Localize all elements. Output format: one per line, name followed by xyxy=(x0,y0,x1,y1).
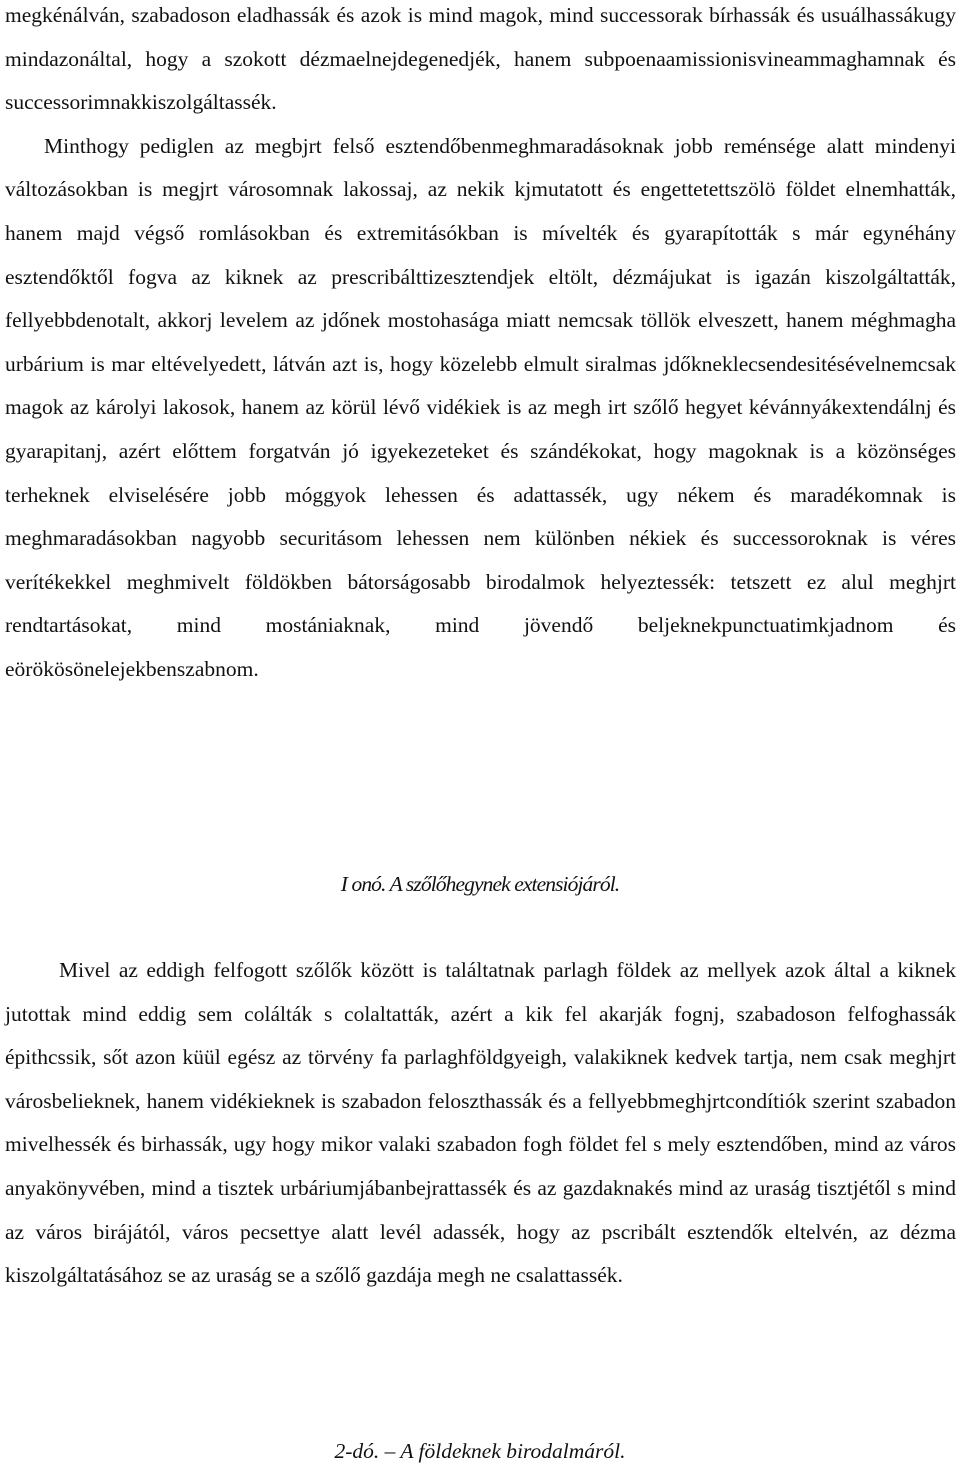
body-text-top xyxy=(5,0,956,692)
body-text-section-1 xyxy=(5,949,956,1298)
section-heading-2: 2-dó. – A földeknek birodalmáról. xyxy=(334,1439,626,1463)
section-heading-1: I onó. A szőlőhegynek extensiójáról. xyxy=(340,872,620,896)
paragraph-mivel: Mivel az eddigh felfogott szőlők között is találtatnak parlagh földek az mellyek azok által a kiknek jutottak mind eddig sem colálták s colaltatták, azért a kik fel akarják fognj, szabadoson felfoghassák épithcssik, sőt azon küül egész az törvény fa parlaghföldgyeigh, valakiknek kedvek tartja, nem csak meghjrt városbelieknek, hanem vidékieknek is szabadon feloszthassák és a fellyebbmeghjrtcondítiók szerint szabadon mivelhessék és birhassák, ugy hogy mikor valaki szabadon fogh földet fel s mely esztendőben, mind az város anyakönyvében, mind a tisztek urbáriumjábanbejrattassék és az gazdaknakés mind az uraság tisztjétől s mind az város birájától, város pecsettye alatt levél adassék, hogy az pscribált esztendők eltelvén, az dézma kiszolgáltatásához se az uraság se a szőlő gazdája megh ne csalattassék. xyxy=(5,958,956,1288)
paragraph-continued: megkénálván, szabadoson eladhassák és azok is mind magok, mind successorak bírhassák és usuálhassákugy mindazonáltal, hogy a szokott dézmaelnejdegenedjék, hanem subpoenaamissionisvineammaghamnak és successorimnakkiszolgáltassék. xyxy=(5,3,956,115)
paragraph-minthogy: Minthogy pediglen az megbjrt felső esztendőbenmeghmaradásoknak jobb reménsége alatt mindenyi változásokban is megjrt városomnak lakossaj, az nekik kjmutatott és engettetettszölö földet elnemhatták, hanem majd végső romlásokban és extremitásókban is mívelték és gyarapították s már egynéhány esztendőktől fogva az kiknek az prescribálttizesztendjek eltölt, dézmájukat is igazán kiszolgáltatták, fellyebbdenotalt, akkorj levelem az jdőnek mostohasága miatt nemcsak töllök elveszett, hanem méghmagha urbárium is mar eltévelyedett, látván azt is, hogy közelebb elmult siralmas jdőkneklecsendesitésévelnemcsak magok az károlyi lakosok, hanem az körül lévő vidékiek is az megh irt szőlő hegyet kévánnyákextendálnj és gyarapitanj, azért előttem forgatván jó igyekezeteket és szándékokat, hogy magoknak is a közönséges terheknek elviselésére jobb móggyok lehessen és adattassék, ugy nékem és maradékomnak is meghmaradásokban nagyobb securitásom lehessen nem különben nékiek és successoroknak is véres verítékekkel meghmivelt földökben bátorságosabb birodalmok helyeztessék: tetszett ez alul meghjrt rendtartásokat, mind mostániaknak, mind jövendő beljeknekpunctuatimkjadnom és eörökösönelejekbenszabnom. xyxy=(5,133,956,681)
